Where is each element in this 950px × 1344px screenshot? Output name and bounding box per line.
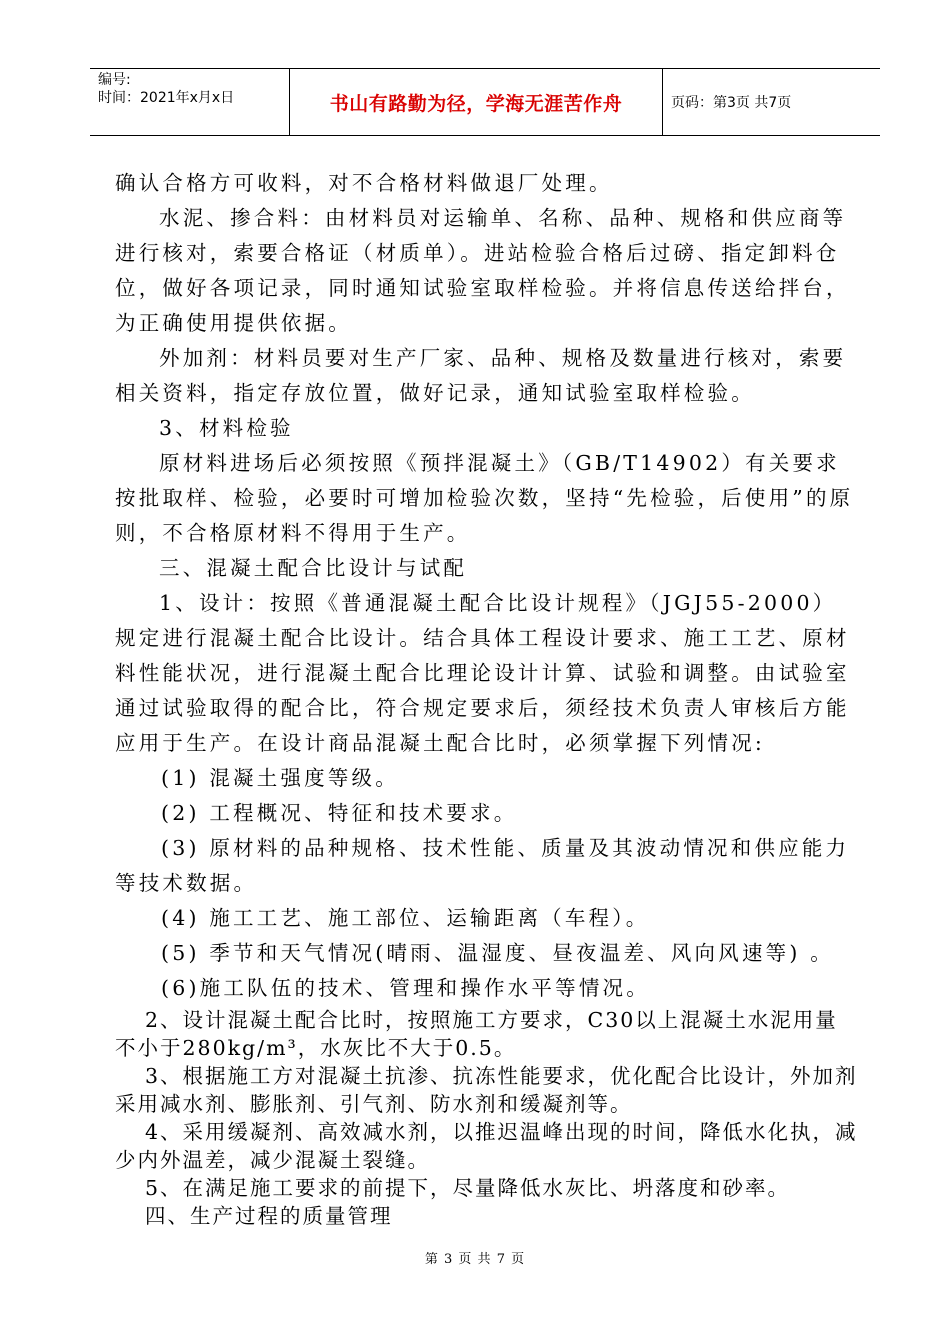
document-header [90,68,880,136]
list-item: (2) 工程概况、特征和技术要求。 [161,801,518,825]
paragraph: 确认合格方可收料，对不合格材料做退厂处理。 [115,171,613,195]
number-label: 编号: [98,72,131,88]
header-motto: 书山有路勤为径，学海无涯苦作舟 [290,69,663,135]
paragraph: 外加剂：材料员要对生产厂家、品种、规格及数量进行核对，索要相关资料，指定存放位置，做好记录，通知试验室取样检验。 [115,346,847,405]
paragraph: 1、设计：按照《普通混凝土配合比设计规程》（JGJ55-2000）规定进行混凝土配合比设计。结合具体工程设计要求、施工工艺、原材料性能状况，进行混凝土配合比理论设计计算、试验和调整。由试验室通过试验取得的配合比，符合规定要求后，须经技术负责人审核后方能应用于生产。在设计商品混凝土配合比时，必须掌握下列情况: [115,591,850,755]
list-item: (3) 原材料的品种规格、技术性能、质量及其波动情况和供应能力等技术数据。 [115,836,850,895]
section-heading: 3、材料检验 [159,416,294,440]
header-page-label: 页码：第3页 共7页 [671,95,792,111]
list-item: (6)施工队伍的技术、管理和操作水平等情况。 [161,976,650,1000]
paragraph: 5、在满足施工要求的前提下，尽量降低水灰比、坍落度和砂率。 [145,1176,791,1200]
time-label: 时间：2021年x月x日 [98,90,235,106]
document-body [115,166,860,1230]
paragraph: 3、根据施工方对混凝土抗渗、抗冻性能要求，优化配合比设计，外加剂采用减水剂、膨胀剂、引气剂、防水剂和缓凝剂等。 [115,1064,858,1116]
header-meta [90,69,290,135]
paragraph: 4、采用缓凝剂、高效减水剂，以推迟温峰出现的时间，降低水化执，减少内外温差，减少混凝土裂缝。 [115,1120,858,1172]
list-item: (5) 季节和天气情况(晴雨、温湿度、昼夜温差、风向风速等) 。 [161,941,834,965]
paragraph: 2、设计混凝土配合比时，按照施工方要求，C30以上混凝土水泥用量不小于280kg/m³，水灰比不大于0.5。 [115,1008,838,1060]
paragraph: 水泥、掺合料：由材料员对运输单、名称、品种、规格和供应商等进行核对，索要合格证（材质单）。进站检验合格后过磅、指定卸料仓位，做好各项记录，同时通知试验室取样检验。并将信息传送给拌台，为正确使用提供依据。 [115,206,850,335]
paragraph: 原材料进场后必须按照《预拌混凝土》（GB/T14902）有关要求按批取样、检验，必要时可增加检验次数，坚持“先检验，后使用”的原则，不合格原材料不得用于生产。 [115,451,854,545]
section-heading: 四、生产过程的质量管理 [145,1204,393,1228]
section-heading: 三、混凝土配合比设计与试配 [159,556,468,580]
page-footer: 第 3 页 共 7 页 [424,1252,526,1267]
list-item: (1) 混凝土强度等级。 [161,766,399,790]
list-item: (4) 施工工艺、施工部位、运输距离（车程）。 [161,906,650,930]
